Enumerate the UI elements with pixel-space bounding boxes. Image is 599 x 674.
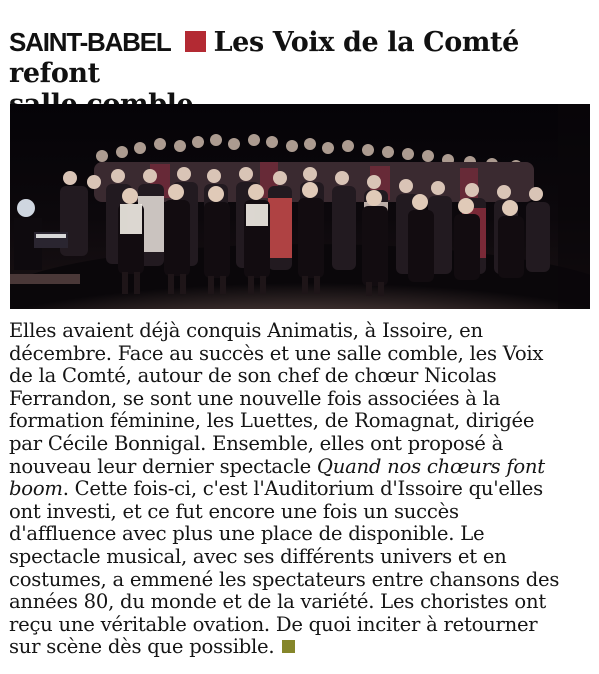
body-line: Elles avaient déjà conquis Animatis, à Issoire, en bbox=[9, 319, 483, 342]
body-line: ont investi, et ce fut encore une fois un succès bbox=[9, 499, 459, 523]
body-line: formation féminine, les Luettes, de Romagnat, dirigée bbox=[9, 409, 535, 433]
body-line bbox=[9, 636, 595, 659]
choir-photo-illustration bbox=[10, 104, 590, 309]
body-line: reçu une véritable ovation. De quoi inciter à retourner bbox=[9, 612, 538, 636]
body-line: spectacle musical, avec ses différents univers et en bbox=[9, 544, 507, 568]
show-title: boom bbox=[9, 477, 63, 501]
body-line: Ferrandon, se sont une nouvelle fois associées à la bbox=[9, 386, 501, 410]
body-line: années 80, du monde et de la variété. Les choristes ont bbox=[9, 590, 546, 614]
body-text-segment: . Cette fois-ci, c'est l'Auditorium d'Issoire qu'elles bbox=[62, 477, 543, 501]
body-text-segment: nouveau leur dernier spectacle bbox=[9, 454, 317, 478]
article-body bbox=[9, 320, 595, 659]
body-line: décembre. Face au succès et une salle comble, les Voix bbox=[9, 341, 544, 365]
headline-line-1: Les Voix de la Comté refont bbox=[9, 27, 519, 89]
kicker-square-icon bbox=[185, 31, 206, 52]
body-line: costumes, a emmené les spectateurs entre chansons des bbox=[9, 567, 560, 591]
kicker-location: SAINT-BABEL bbox=[9, 27, 171, 57]
body-line bbox=[9, 456, 595, 479]
body-line: de la Comté, autour de son chef de chœur Nicolas bbox=[9, 364, 497, 388]
body-text-segment: sur scène dès que possible. bbox=[9, 635, 275, 659]
body-line: par Cécile Bonnigal. Ensemble, elles ont proposé à bbox=[9, 431, 504, 455]
body-line: d'affluence avec plus une place de disponible. Le bbox=[9, 522, 485, 546]
body-line bbox=[9, 478, 595, 501]
choir-stage-photo bbox=[10, 104, 590, 309]
end-mark-square-icon bbox=[282, 640, 295, 653]
show-title: Quand nos chœurs font bbox=[316, 454, 545, 478]
